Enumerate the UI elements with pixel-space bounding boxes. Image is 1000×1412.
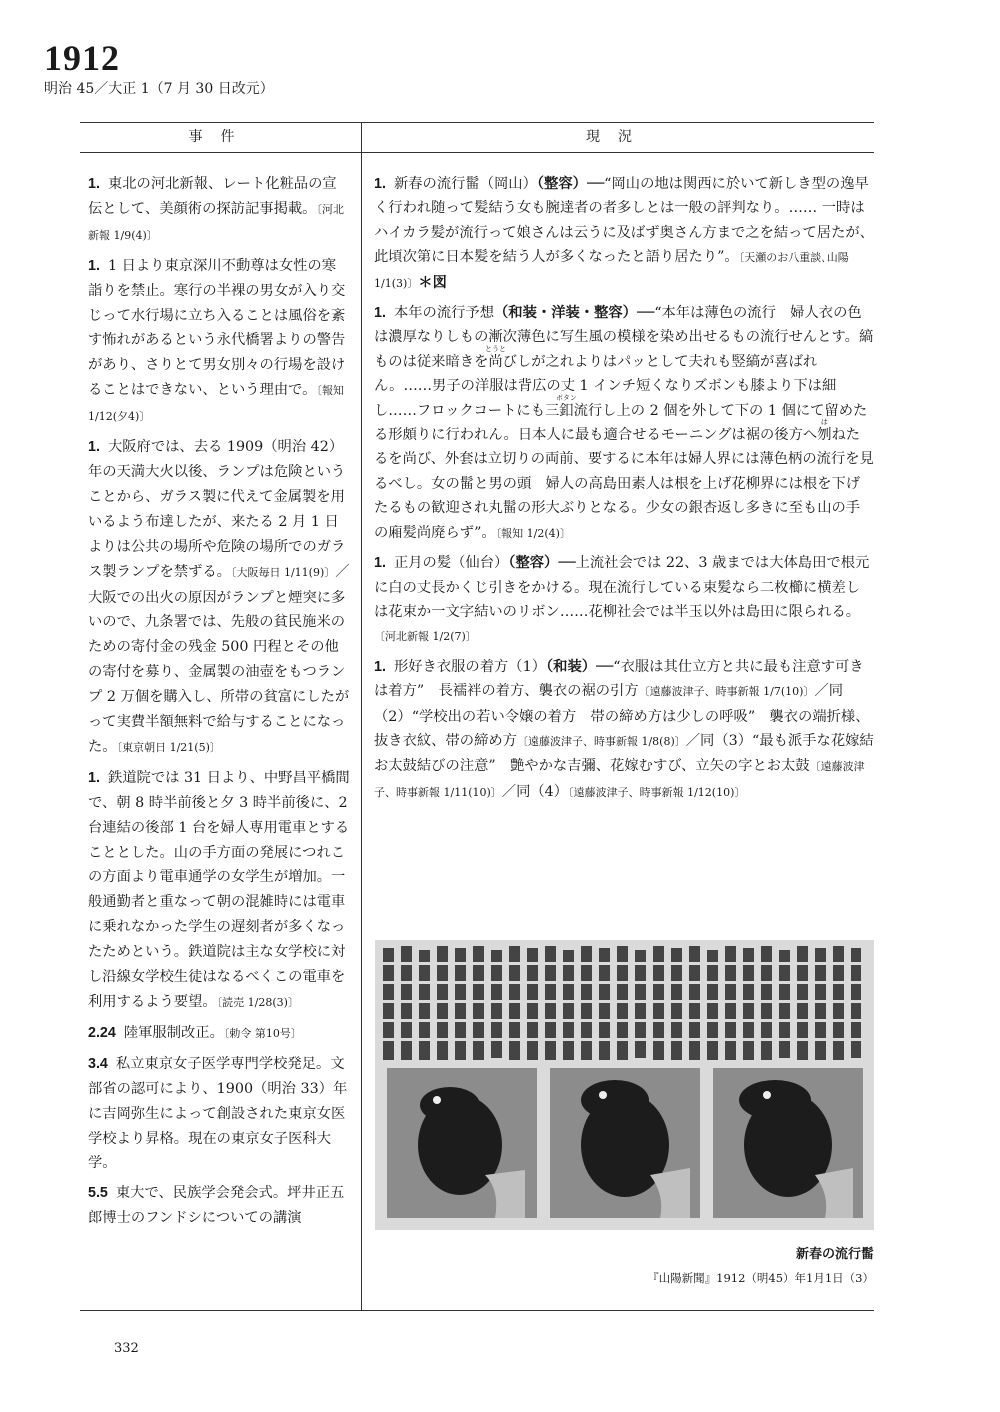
entry-date: 1. [374,305,386,322]
event-entry [88,435,350,761]
condition-entry [374,172,874,296]
condition-entry [374,551,874,650]
entry-text: ──“衣服は其仕立方と共に最も注意す可きは着方” 長襦袢の着方、襲衣の裾の引方 [374,658,864,700]
entry-text: ／同（3）“最も派手な花嫁結 お太鼓結びの注意” 艶やかな吉彌、花嫁むすび、立矢の字とお太鼓 [374,732,889,775]
entry-source: 〔東京朝日 1/21(5)〕 [116,740,221,754]
entry-title: 本年の流行予想 [393,305,495,322]
entry-title: 形好き衣服の着方（1） [393,658,547,675]
ruby-reading: とうと [485,344,507,353]
figure-caption-source: 『山陽新聞』1912（明45）年1月1日（3） [647,1271,874,1285]
category-tag: （整容） [508,555,559,572]
event-entry [88,1052,350,1177]
event-entry [88,1181,350,1231]
page-number: 332 [114,1341,139,1356]
category-tag: （和装） [546,658,597,675]
category-tag: （和装・洋装・整容） [494,305,637,322]
event-entry [88,172,350,249]
year-heading: 1912 [44,38,120,78]
entry-text: ねたるを尚び、外套は立切りの両前、要するに本年は婦人界には薄色柄の流行を見るべし。女の髷と男の頭 婦人の高島田素人は根を上げ花柳界には根を下げたるもの歓迎され丸髷の形大ぶりとなる。少女の銀杏返し多きに至も山の手の廂髪尚廃らず”。 [374,427,874,541]
ruby-base: 尚 [488,353,503,370]
ruby-word [555,393,577,419]
entry-source: 〔勅令 第10号〕 [223,1026,302,1040]
figure-caption-title: 新春の流行髷 [795,1247,874,1262]
entry-text: 大阪府では、去る 1909（明治 42）年の天満大火以後、ランプは危険ということから、ガラス製に代えて金属製を用いるよう布達したが、来たる 2 月 1 日よりは公共の場所や危険の場所でのガラス製ランプを禁ずる。 [88,439,346,580]
event-entry [88,766,350,1016]
entry-title: 正月の髪（仙台） [393,555,509,572]
entry-source: 〔河北新報 1/9(4)〕 [88,202,344,242]
newspaper-clipping-image [375,940,874,1230]
entry-text: ／同（2）“学校出の若い令嬢の着方 帯の締め方は少しの呼吸” 襲衣の端折様、抜き衣紋、帯の締め方 [374,683,870,749]
entry-source: 〔天瀬のお八重談､山陽 1/1(3)〕 [374,251,849,290]
entry-date: 1. [374,555,386,572]
category-tag: （整容） [536,176,587,192]
entry-source: 〔河北新報 1/2(7)〕 [374,630,477,644]
entry-source: 〔大阪毎日 1/11(9)〕 [230,565,336,579]
entry-date: 1. [88,439,100,456]
condition-entry [374,655,889,805]
conditions-column [374,172,889,810]
entry-date: 5.5 [88,1185,108,1202]
event-entry [88,254,350,430]
entry-text: 流行し上の 2 個を外して下の 1 個にて留めたる形頗りに行われん。日本人に最も適合せるモーニングは裾の後方へ [374,402,868,444]
entry-text: ／大阪での出火の原因がランプと煙突に多いので、九条署では、先般の貧民施米のための寄付金の残金 500 円程とその他の寄付を募り、金属製の油壺をもつランプ 2 万個を購入し、所帯の貧富にしたがって実費半額無料で給与することになった。 [88,563,350,755]
entry-text: 鉄道院では 31 日より、中野昌平橋間で、朝 8 時半前後と夕 3 時半前後に、2 台連結の後部 1 台を婦人専用電車とすることとした。山の手方面の発展につれこの方面より電車通学の女学生が増加。一般通勤者と重なって朝の混雑時には電車に乗れなかった学生の遅刻者が多くなったためという。鉄道院は主な女学校に対し沿線女学校生徒はなるべくこの電車を利用するよう要望。 [88,769,350,1010]
entry-text: ／同（4） [501,783,569,800]
ruby-base: 釦 [559,402,574,419]
ruby-reading: は [820,418,828,427]
entry-date: 1. [374,658,386,675]
entry-date: 1. [88,257,100,274]
event-entry [88,1021,350,1047]
entry-date: 3.4 [88,1055,108,1072]
entry-source: 〔遠藤波津子、時事新報 1/7(10)〕 [638,685,815,699]
entry-date: 1. [88,769,100,786]
entry-source: 〔遠藤波津子、時事新報 1/11(10)〕 [374,760,865,799]
entry-source: 〔遠藤波津子、時事新報 1/8(8)〕 [516,734,686,748]
era-subheading: 明治 45／大正 1（7 月 30 日改元） [44,81,274,97]
entry-date: 2.24 [88,1024,116,1041]
ruby-base: 刎 [817,427,832,444]
events-column [88,172,350,1236]
entry-source: 〔報知 1/12(夕4)〕 [88,384,344,424]
entry-text: ──“本年は薄色の流行 婦人衣の色は濃厚なりしもの漸次薄色に写生風の模様を染め出せるもの流行せんとす。縞ものは従来暗きを [374,305,874,370]
ruby-reading: ボタン [555,393,577,402]
condition-entry [374,301,874,546]
column-heading-events: 事件 [188,129,253,145]
entry-text: 東北の河北新報、レート化粧品の宣伝として、美顔術の探訪記事掲載。 [88,176,337,217]
figure-reference: ＊図 [418,274,447,291]
entry-text: 私立東京女子医学専門学校発足。文部省の認可により、1900（明治 33）年に吉岡弥生によって創設された東京女医学校より昇格。現在の東京女子医科大学。 [88,1055,348,1172]
table-bottom-rule [80,1310,874,1311]
entry-text: 東大で、民族学会発会式。坪井正五郎博士のフンドシについての講演 [88,1185,345,1227]
table-header-rule [80,152,874,153]
column-divider [361,122,362,1310]
entry-date: 1. [88,176,100,192]
newspaper-clipping-illustration [375,940,874,1230]
entry-text: ──上流社会では 22、3 歳までは大体島田で根元に白の丈長かくじ引きをかける。現在流行している束髪なら二枚櫛に横差しは花束か一文字結いのリボン……花柳社会では半玉以外は島田に限られる。 [374,555,870,620]
entry-source: 〔報知 1/2(4)〕 [495,526,571,540]
ruby-word [485,344,507,370]
entry-source: 〔遠藤波津子、時事新報 1/12(10)〕 [568,785,746,799]
entry-title: 新春の流行髷（岡山） [393,176,537,192]
ruby-word [817,418,832,444]
entry-text: 陸軍服制改正。 [123,1024,224,1041]
entry-text: びしが之れよりはパッとして夫れも竪縞が喜ばれん。……男子の洋服は背広の丈 1 インチ短くなりズボンも膝より下は細し……フロックコートにも三 [374,353,837,419]
entry-date: 1. [374,176,386,192]
entry-text: ──“岡山の地は関西に於いて新しき型の逸早く行われ随って髪結う女も腕達者の者多しとは一般の評判なり。…… 一時はハイカラ髪が流行って娘さんは云うに及ばず奥さん方まで之を結って居たが、此頃次第に日本髪を結う人が多くなったと語り居たり”。 [374,176,874,266]
entry-text: 1 日より東京深川不動尊は女性の寒詣りを禁止。寒行の半裸の男女が入り交じって水行場に立ち入ることは風俗を紊す怖れがあるという永代橋署よりの警告があり、さりとて男女別々の行場を設けることはできない、という理由で。 [88,257,346,399]
column-heading-conditions: 現況 [586,129,650,145]
entry-source: 〔読売 1/28(3)〕 [216,996,299,1009]
